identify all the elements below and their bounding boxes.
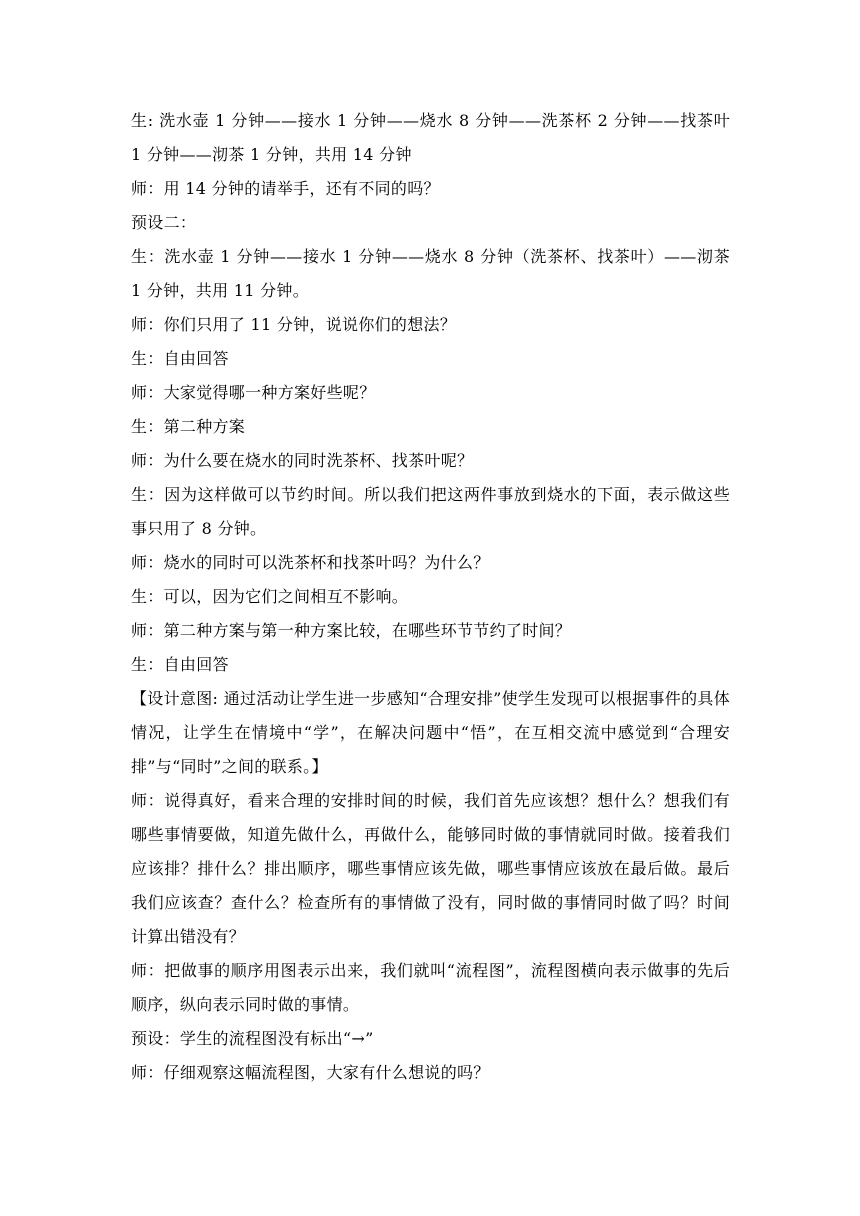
dialogue-line: 师：说得真好，看来合理的安排时间的时候，我们首先应该想？想什么？想我们有哪些事情要做，知道先做什么，再做什么，能够同时做的事情就同时做。接着我们应该排？排什么？排出顺序，哪些事情应该先做，哪些事情应该放在最后做。最后我们应该查？查什么？检查所有的事情做了没有，同时做的事情同时做了吗？时间计算出错没有？ (131, 791, 730, 946)
design-intent-note: 【设计意图: 通过活动让学生进一步感知“合理安排”使学生发现可以根据事件的具体情况，让学生在情境中“学”，在解决问题中“悟”，在互相交流中感觉到“合理安排”与“同时”之间的联系。】 (131, 689, 730, 776)
dialogue-line: 生：可以，因为它们之间相互不影响。 (131, 587, 409, 606)
document-body (131, 104, 730, 1090)
dialogue-line: 师：你们只用了 11 分钟，说说你们的想法？ (131, 315, 457, 334)
preset-heading: 预设二： (131, 213, 197, 232)
dialogue-line: 师：把做事的顺序用图表示出来，我们就叫“流程图”，流程图横向表示做事的先后顺序，纵向表示同时做的事情。 (131, 961, 730, 1014)
dialogue-line: 师：仔细观察这幅流程图，大家有什么想说的吗？ (131, 1063, 490, 1082)
dialogue-line: 生：自由回答 (131, 349, 229, 368)
dialogue-line: 生：自由回答 (131, 655, 229, 674)
dialogue-line: 师：第二种方案与第一种方案比较，在哪些环节节约了时间？ (131, 621, 572, 640)
dialogue-line: 师：烧水的同时可以洗茶杯和找茶叶吗？为什么？ (131, 553, 490, 572)
preset-line: 预设：学生的流程图没有标出“→” (131, 1029, 374, 1048)
dialogue-line: 师：大家觉得哪一种方案好些呢？ (131, 383, 376, 402)
dialogue-line: 生：因为这样做可以节约时间。所以我们把这两件事放到烧水的下面，表示做这些事只用了 8 分钟。 (131, 485, 730, 538)
dialogue-line: 生：洗水壶 1 分钟——接水 1 分钟——烧水 8 分钟（洗茶杯、找茶叶）——沏茶 1 分钟，共用 11 分钟。 (131, 247, 730, 300)
dialogue-line: 师：用 14 分钟的请举手，还有不同的吗？ (131, 179, 440, 198)
dialogue-line: 生: 洗水壶 1 分钟——接水 1 分钟——烧水 8 分钟——洗茶杯 2 分钟——找茶叶 1 分钟——沏茶 1 分钟，共用 14 分钟 (131, 111, 730, 164)
dialogue-line: 生：第二种方案 (131, 417, 246, 436)
dialogue-line: 师：为什么要在烧水的同时洗茶杯、找茶叶呢？ (131, 451, 474, 470)
